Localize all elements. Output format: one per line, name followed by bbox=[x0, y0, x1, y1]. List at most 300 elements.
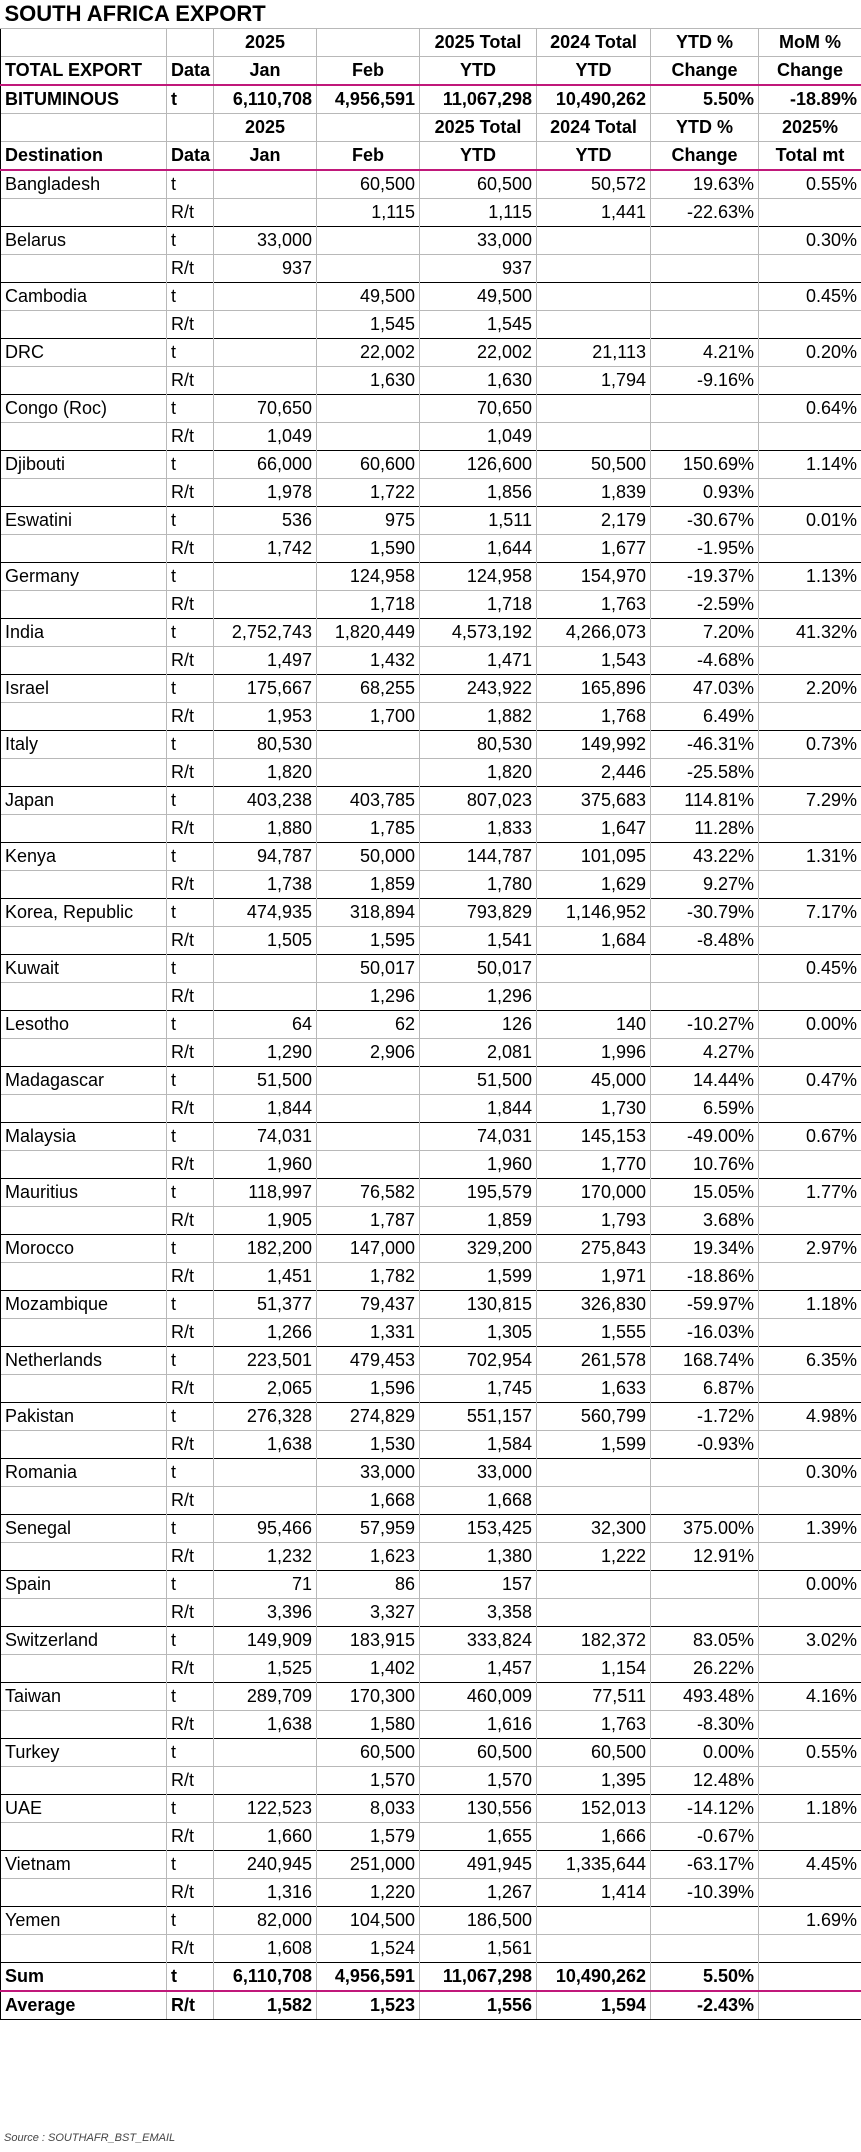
table-cell: 1,595 bbox=[317, 926, 420, 954]
column-header: YTD % bbox=[651, 28, 759, 56]
table-cell: Japan bbox=[1, 786, 167, 814]
table-cell: Average bbox=[1, 1991, 167, 2020]
header-row bbox=[1, 113, 861, 141]
table-cell: 0.01% bbox=[759, 506, 861, 534]
table-cell: 10,490,262 bbox=[537, 85, 651, 114]
price-row bbox=[1, 1038, 861, 1066]
table-cell: Spain bbox=[1, 1570, 167, 1598]
destination-row bbox=[1, 1290, 861, 1318]
table-cell bbox=[1, 590, 167, 618]
price-row bbox=[1, 1318, 861, 1346]
table-cell: 5.50% bbox=[651, 1962, 759, 1991]
table-cell: 1,668 bbox=[420, 1486, 537, 1514]
destination-row bbox=[1, 562, 861, 590]
table-cell: 2,752,743 bbox=[214, 618, 317, 646]
table-cell: t bbox=[167, 674, 214, 702]
table-cell: 124,958 bbox=[317, 562, 420, 590]
table-cell bbox=[537, 982, 651, 1010]
table-cell: -18.86% bbox=[651, 1262, 759, 1290]
table-cell: 49,500 bbox=[420, 282, 537, 310]
table-cell: 1,630 bbox=[317, 366, 420, 394]
price-row bbox=[1, 702, 861, 730]
table-cell bbox=[1, 478, 167, 506]
table-cell bbox=[537, 226, 651, 254]
table-cell: 1,523 bbox=[317, 1991, 420, 2020]
table-cell: Korea, Republic bbox=[1, 898, 167, 926]
price-row bbox=[1, 814, 861, 842]
table-cell: 702,954 bbox=[420, 1346, 537, 1374]
table-cell: 126,600 bbox=[420, 450, 537, 478]
table-cell: 1,978 bbox=[214, 478, 317, 506]
table-cell: 60,600 bbox=[317, 450, 420, 478]
price-row bbox=[1, 1430, 861, 1458]
table-cell bbox=[759, 198, 861, 226]
table-cell: 9.27% bbox=[651, 870, 759, 898]
table-cell: 261,578 bbox=[537, 1346, 651, 1374]
table-cell: 1,616 bbox=[420, 1710, 537, 1738]
table-cell: 79,437 bbox=[317, 1290, 420, 1318]
table-cell bbox=[1, 1262, 167, 1290]
table-cell: 1,580 bbox=[317, 1710, 420, 1738]
table-cell: 0.20% bbox=[759, 338, 861, 366]
table-cell: 1,296 bbox=[420, 982, 537, 1010]
destination-row bbox=[1, 1514, 861, 1542]
table-cell: R/t bbox=[167, 702, 214, 730]
table-cell: R/t bbox=[167, 366, 214, 394]
table-cell bbox=[1, 534, 167, 562]
table-cell: R/t bbox=[167, 758, 214, 786]
destination-row bbox=[1, 618, 861, 646]
price-row bbox=[1, 1822, 861, 1850]
table-cell bbox=[651, 394, 759, 422]
table-cell bbox=[759, 1318, 861, 1346]
table-cell: 0.30% bbox=[759, 226, 861, 254]
table-cell bbox=[537, 1570, 651, 1598]
table-cell: 1,856 bbox=[420, 478, 537, 506]
price-row bbox=[1, 926, 861, 954]
table-cell bbox=[759, 1766, 861, 1794]
table-cell bbox=[759, 1038, 861, 1066]
table-cell: 375.00% bbox=[651, 1514, 759, 1542]
table-cell bbox=[317, 730, 420, 758]
table-cell: 1,882 bbox=[420, 702, 537, 730]
table-cell bbox=[537, 1906, 651, 1934]
price-row bbox=[1, 254, 861, 282]
table-cell: 0.00% bbox=[651, 1738, 759, 1766]
table-cell: 1,782 bbox=[317, 1262, 420, 1290]
table-cell bbox=[1, 1150, 167, 1178]
table-cell bbox=[317, 1094, 420, 1122]
table-cell: 80,530 bbox=[214, 730, 317, 758]
table-cell: t bbox=[167, 730, 214, 758]
table-cell: Turkey bbox=[1, 1738, 167, 1766]
table-cell: 1,511 bbox=[420, 506, 537, 534]
table-cell bbox=[651, 1906, 759, 1934]
table-cell: 1.13% bbox=[759, 562, 861, 590]
table-cell: R/t bbox=[167, 1374, 214, 1402]
table-cell: Djibouti bbox=[1, 450, 167, 478]
table-cell bbox=[759, 1542, 861, 1570]
table-cell: 1,579 bbox=[317, 1822, 420, 1850]
table-cell: 144,787 bbox=[420, 842, 537, 870]
table-cell: 0.93% bbox=[651, 478, 759, 506]
column-header: 2025% bbox=[759, 113, 861, 141]
table-cell: t bbox=[167, 1458, 214, 1486]
table-cell: Yemen bbox=[1, 1906, 167, 1934]
table-cell: 1.77% bbox=[759, 1178, 861, 1206]
table-cell bbox=[1, 310, 167, 338]
table-cell bbox=[1, 1710, 167, 1738]
table-cell: 474,935 bbox=[214, 898, 317, 926]
table-cell bbox=[759, 366, 861, 394]
table-cell: 1,638 bbox=[214, 1710, 317, 1738]
table-cell: 82,000 bbox=[214, 1906, 317, 1934]
table-cell: R/t bbox=[167, 1094, 214, 1122]
destination-row bbox=[1, 394, 861, 422]
table-cell: 1,543 bbox=[537, 646, 651, 674]
table-cell: Cambodia bbox=[1, 282, 167, 310]
table-cell: 1,960 bbox=[214, 1150, 317, 1178]
table-cell bbox=[1, 1374, 167, 1402]
table-cell: 101,095 bbox=[537, 842, 651, 870]
table-cell: R/t bbox=[167, 1934, 214, 1962]
table-cell: 1,833 bbox=[420, 814, 537, 842]
table-cell: 122,523 bbox=[214, 1794, 317, 1822]
table-cell: 60,500 bbox=[537, 1738, 651, 1766]
table-cell: 0.67% bbox=[759, 1122, 861, 1150]
table-cell bbox=[1, 814, 167, 842]
table-cell: 11.28% bbox=[651, 814, 759, 842]
table-cell: India bbox=[1, 618, 167, 646]
table-cell: 289,709 bbox=[214, 1682, 317, 1710]
table-cell: 1,668 bbox=[317, 1486, 420, 1514]
table-cell: 5.50% bbox=[651, 85, 759, 114]
table-cell: 1,844 bbox=[214, 1094, 317, 1122]
column-header: 2024 Total bbox=[537, 113, 651, 141]
table-cell: 170,300 bbox=[317, 1682, 420, 1710]
table-cell: 45,000 bbox=[537, 1066, 651, 1094]
table-cell: 1,905 bbox=[214, 1206, 317, 1234]
header-row bbox=[1, 56, 861, 85]
table-cell: 1,738 bbox=[214, 870, 317, 898]
table-cell bbox=[759, 1598, 861, 1626]
column-header: MoM % bbox=[759, 28, 861, 56]
table-cell: Netherlands bbox=[1, 1346, 167, 1374]
table-cell: -46.31% bbox=[651, 730, 759, 758]
table-cell: -30.67% bbox=[651, 506, 759, 534]
table-cell: 1,638 bbox=[214, 1430, 317, 1458]
column-header: 2025 bbox=[214, 113, 317, 141]
table-cell: t bbox=[167, 562, 214, 590]
table-cell: 1.39% bbox=[759, 1514, 861, 1542]
table-cell bbox=[1, 254, 167, 282]
table-cell: 51,377 bbox=[214, 1290, 317, 1318]
table-cell: t bbox=[167, 506, 214, 534]
column-header bbox=[317, 28, 420, 56]
table-cell: Belarus bbox=[1, 226, 167, 254]
table-cell: 1,633 bbox=[537, 1374, 651, 1402]
table-cell: 2.20% bbox=[759, 674, 861, 702]
table-cell: t bbox=[167, 226, 214, 254]
table-cell: 149,992 bbox=[537, 730, 651, 758]
table-cell bbox=[1, 1542, 167, 1570]
table-cell: 4,956,591 bbox=[317, 85, 420, 114]
table-cell: 551,157 bbox=[420, 1402, 537, 1430]
table-cell: 50,572 bbox=[537, 170, 651, 199]
table-cell: 6.87% bbox=[651, 1374, 759, 1402]
table-cell: 1,457 bbox=[420, 1654, 537, 1682]
table-cell: 0.64% bbox=[759, 394, 861, 422]
table-cell: 6.59% bbox=[651, 1094, 759, 1122]
table-cell: 43.22% bbox=[651, 842, 759, 870]
table-cell: 2,065 bbox=[214, 1374, 317, 1402]
table-cell: 1,545 bbox=[317, 310, 420, 338]
column-header: Change bbox=[651, 141, 759, 170]
table-cell: 1,839 bbox=[537, 478, 651, 506]
table-cell: 223,501 bbox=[214, 1346, 317, 1374]
table-cell: 3.02% bbox=[759, 1626, 861, 1654]
column-header: Feb bbox=[317, 56, 420, 85]
table-cell: 60,500 bbox=[317, 170, 420, 199]
column-header: YTD % bbox=[651, 113, 759, 141]
table-cell: 1,718 bbox=[317, 590, 420, 618]
table-cell: 62 bbox=[317, 1010, 420, 1038]
table-cell bbox=[214, 170, 317, 199]
table-cell: t bbox=[167, 1850, 214, 1878]
destination-row bbox=[1, 1906, 861, 1934]
table-cell: 4.45% bbox=[759, 1850, 861, 1878]
table-cell: 1,290 bbox=[214, 1038, 317, 1066]
table-cell bbox=[317, 394, 420, 422]
price-row bbox=[1, 1206, 861, 1234]
table-cell: R/t bbox=[167, 982, 214, 1010]
table-cell: 274,829 bbox=[317, 1402, 420, 1430]
table-cell: 1,335,644 bbox=[537, 1850, 651, 1878]
table-cell bbox=[1, 366, 167, 394]
table-cell: R/t bbox=[167, 1486, 214, 1514]
table-cell: 1,684 bbox=[537, 926, 651, 954]
table-cell: 10,490,262 bbox=[537, 1962, 651, 1991]
table-cell: R/t bbox=[167, 1654, 214, 1682]
table-cell: t bbox=[167, 1682, 214, 1710]
table-cell: 0.45% bbox=[759, 282, 861, 310]
price-row bbox=[1, 1542, 861, 1570]
price-row bbox=[1, 310, 861, 338]
table-cell: t bbox=[167, 394, 214, 422]
table-cell: 64 bbox=[214, 1010, 317, 1038]
column-header: YTD bbox=[420, 56, 537, 85]
column-header: 2025 Total bbox=[420, 113, 537, 141]
table-cell bbox=[759, 422, 861, 450]
destination-row bbox=[1, 1458, 861, 1486]
table-cell: 1,608 bbox=[214, 1934, 317, 1962]
table-cell: 153,425 bbox=[420, 1514, 537, 1542]
table-cell bbox=[759, 254, 861, 282]
table-cell: 1,590 bbox=[317, 534, 420, 562]
table-cell: 333,824 bbox=[420, 1626, 537, 1654]
table-cell: 1.18% bbox=[759, 1290, 861, 1318]
table-cell: 1,115 bbox=[420, 198, 537, 226]
destination-row bbox=[1, 1850, 861, 1878]
table-cell: 1,880 bbox=[214, 814, 317, 842]
price-row bbox=[1, 1262, 861, 1290]
table-cell: 326,830 bbox=[537, 1290, 651, 1318]
table-cell: 182,200 bbox=[214, 1234, 317, 1262]
table-cell bbox=[1, 870, 167, 898]
table-cell: 1,770 bbox=[537, 1150, 651, 1178]
table-cell: 11,067,298 bbox=[420, 1962, 537, 1991]
table-cell: 1,049 bbox=[420, 422, 537, 450]
table-cell bbox=[537, 282, 651, 310]
table-cell: 126 bbox=[420, 1010, 537, 1038]
table-cell: 74,031 bbox=[420, 1122, 537, 1150]
table-cell: 536 bbox=[214, 506, 317, 534]
table-cell: 937 bbox=[420, 254, 537, 282]
table-cell bbox=[537, 254, 651, 282]
table-cell bbox=[759, 758, 861, 786]
price-row bbox=[1, 1486, 861, 1514]
table-cell: 4.16% bbox=[759, 1682, 861, 1710]
table-cell: Kuwait bbox=[1, 954, 167, 982]
table-cell: 1,677 bbox=[537, 534, 651, 562]
table-cell bbox=[651, 1458, 759, 1486]
table-cell: Morocco bbox=[1, 1234, 167, 1262]
table-cell: -9.16% bbox=[651, 366, 759, 394]
table-cell: 49,500 bbox=[317, 282, 420, 310]
table-cell bbox=[759, 1822, 861, 1850]
price-row bbox=[1, 982, 861, 1010]
bituminous-row bbox=[1, 85, 861, 114]
table-cell: Lesotho bbox=[1, 1010, 167, 1038]
table-cell: 0.55% bbox=[759, 170, 861, 199]
destination-row bbox=[1, 1066, 861, 1094]
table-cell bbox=[759, 1934, 861, 1962]
table-cell bbox=[759, 1430, 861, 1458]
table-cell: 1,820 bbox=[214, 758, 317, 786]
table-cell: t bbox=[167, 898, 214, 926]
table-cell: 1,794 bbox=[537, 366, 651, 394]
table-cell: R/t bbox=[167, 926, 214, 954]
table-cell: 1,971 bbox=[537, 1262, 651, 1290]
table-cell: 1,644 bbox=[420, 534, 537, 562]
table-cell: 2.97% bbox=[759, 1234, 861, 1262]
table-cell: -19.37% bbox=[651, 562, 759, 590]
price-row bbox=[1, 1374, 861, 1402]
table-cell: 33,000 bbox=[214, 226, 317, 254]
table-cell: 240,945 bbox=[214, 1850, 317, 1878]
table-cell: 479,453 bbox=[317, 1346, 420, 1374]
table-cell: 182,372 bbox=[537, 1626, 651, 1654]
destination-row bbox=[1, 282, 861, 310]
table-cell: 76,582 bbox=[317, 1178, 420, 1206]
table-cell: 19.34% bbox=[651, 1234, 759, 1262]
table-cell: 50,017 bbox=[420, 954, 537, 982]
table-cell: 19.63% bbox=[651, 170, 759, 199]
table-cell: R/t bbox=[167, 1542, 214, 1570]
destination-row bbox=[1, 954, 861, 982]
table-cell: -63.17% bbox=[651, 1850, 759, 1878]
table-cell: 807,023 bbox=[420, 786, 537, 814]
table-cell: 175,667 bbox=[214, 674, 317, 702]
destination-row bbox=[1, 842, 861, 870]
table-cell: 1,655 bbox=[420, 1822, 537, 1850]
table-cell: 114.81% bbox=[651, 786, 759, 814]
table-cell: 183,915 bbox=[317, 1626, 420, 1654]
column-header bbox=[167, 28, 214, 56]
table-cell: t bbox=[167, 1626, 214, 1654]
table-cell: 1,647 bbox=[537, 814, 651, 842]
table-cell bbox=[1, 422, 167, 450]
table-cell: 1,787 bbox=[317, 1206, 420, 1234]
table-cell: Romania bbox=[1, 1458, 167, 1486]
table-cell: 33,000 bbox=[317, 1458, 420, 1486]
table-cell: 70,650 bbox=[214, 394, 317, 422]
table-cell: 14.44% bbox=[651, 1066, 759, 1094]
table-cell: 1,154 bbox=[537, 1654, 651, 1682]
column-header: 2025 bbox=[214, 28, 317, 56]
table-cell bbox=[759, 1486, 861, 1514]
price-row bbox=[1, 1934, 861, 1962]
table-cell bbox=[214, 366, 317, 394]
table-cell: 1.14% bbox=[759, 450, 861, 478]
table-cell: 1,793 bbox=[537, 1206, 651, 1234]
table-cell: Israel bbox=[1, 674, 167, 702]
destination-row bbox=[1, 506, 861, 534]
table-cell: 4,573,192 bbox=[420, 618, 537, 646]
table-cell: 94,787 bbox=[214, 842, 317, 870]
table-cell: 1,570 bbox=[317, 1766, 420, 1794]
table-cell bbox=[537, 1458, 651, 1486]
table-cell bbox=[1, 1318, 167, 1346]
column-header: Jan bbox=[214, 56, 317, 85]
destination-row bbox=[1, 898, 861, 926]
table-cell bbox=[759, 1878, 861, 1906]
table-cell: t bbox=[167, 1738, 214, 1766]
table-cell: -16.03% bbox=[651, 1318, 759, 1346]
price-row bbox=[1, 366, 861, 394]
table-cell: 60,500 bbox=[420, 170, 537, 199]
table-cell: 1,402 bbox=[317, 1654, 420, 1682]
table-cell: 1,497 bbox=[214, 646, 317, 674]
destination-row bbox=[1, 786, 861, 814]
table-cell bbox=[651, 282, 759, 310]
table-cell: 1,220 bbox=[317, 1878, 420, 1906]
table-cell: 1,525 bbox=[214, 1654, 317, 1682]
table-cell bbox=[759, 1374, 861, 1402]
table-cell: 3,358 bbox=[420, 1598, 537, 1626]
table-cell: 32,300 bbox=[537, 1514, 651, 1542]
table-cell: R/t bbox=[167, 1991, 214, 2020]
column-header bbox=[167, 113, 214, 141]
table-cell: -10.39% bbox=[651, 1878, 759, 1906]
table-cell bbox=[1, 1206, 167, 1234]
table-cell: Bangladesh bbox=[1, 170, 167, 199]
table-cell bbox=[759, 646, 861, 674]
table-cell bbox=[1, 1598, 167, 1626]
table-cell: 403,785 bbox=[317, 786, 420, 814]
table-cell: 157 bbox=[420, 1570, 537, 1598]
table-cell: R/t bbox=[167, 1318, 214, 1346]
table-cell: 0.55% bbox=[759, 1738, 861, 1766]
table-cell: 1,820,449 bbox=[317, 618, 420, 646]
table-cell: t bbox=[167, 954, 214, 982]
table-cell: t bbox=[167, 1178, 214, 1206]
table-cell bbox=[214, 982, 317, 1010]
column-header: 2024 Total bbox=[537, 28, 651, 56]
table-cell bbox=[214, 590, 317, 618]
table-cell: 11,067,298 bbox=[420, 85, 537, 114]
table-cell: 70,650 bbox=[420, 394, 537, 422]
